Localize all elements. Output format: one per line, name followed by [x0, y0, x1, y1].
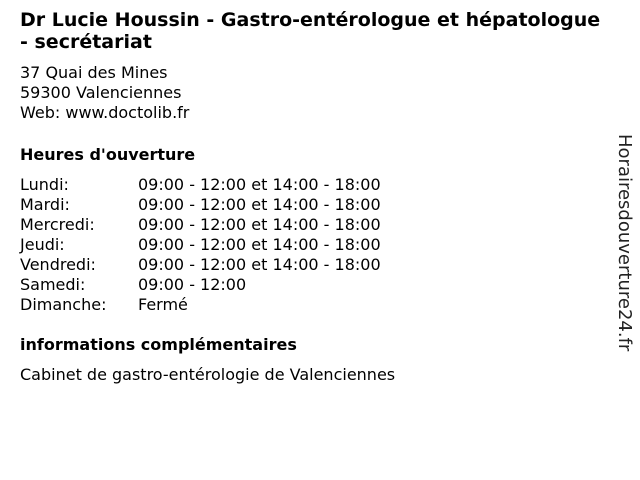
hours-row-monday	[20, 175, 381, 195]
day-label: Lundi:	[20, 175, 69, 194]
day-hours: 09:00 - 12:00 et 14:00 - 18:00	[138, 255, 381, 274]
day-label: Vendredi:	[20, 255, 96, 274]
hours-row-sunday	[20, 295, 381, 315]
hours-heading: Heures d'ouverture	[20, 145, 196, 164]
day-hours: 09:00 - 12:00 et 14:00 - 18:00	[138, 195, 381, 214]
day-hours: Fermé	[138, 295, 188, 314]
day-label: Mercredi:	[20, 215, 95, 234]
info-text: Cabinet de gastro-entérologie de Valenciennes	[20, 365, 396, 384]
brand-watermark: Horairesdouverture24.fr	[614, 134, 635, 352]
day-label: Dimanche:	[20, 295, 107, 314]
day-hours: 09:00 - 12:00 et 14:00 - 18:00	[138, 175, 381, 194]
day-label: Jeudi:	[20, 235, 65, 254]
day-hours: 09:00 - 12:00 et 14:00 - 18:00	[138, 215, 381, 234]
day-hours: 09:00 - 12:00 et 14:00 - 18:00	[138, 235, 381, 254]
day-hours: 09:00 - 12:00	[138, 275, 247, 294]
address-block	[20, 63, 610, 123]
info-heading: informations complémentaires	[20, 335, 297, 354]
hours-row-wednesday	[20, 215, 381, 235]
day-label: Samedi:	[20, 275, 86, 294]
address-web: Web: www.doctolib.fr	[20, 103, 190, 122]
hours-row-thursday	[20, 235, 381, 255]
day-label: Mardi:	[20, 195, 70, 214]
hours-table	[20, 175, 381, 315]
address-city: 59300 Valenciennes	[20, 83, 182, 102]
hours-row-saturday	[20, 275, 381, 295]
hours-row-friday	[20, 255, 381, 275]
address-street: 37 Quai des Mines	[20, 63, 168, 82]
page-title: Dr Lucie Houssin - Gastro-entérologue et hépatologue - secrétariat	[20, 9, 601, 53]
hours-row-tuesday	[20, 195, 381, 215]
business-card	[20, 9, 610, 385]
